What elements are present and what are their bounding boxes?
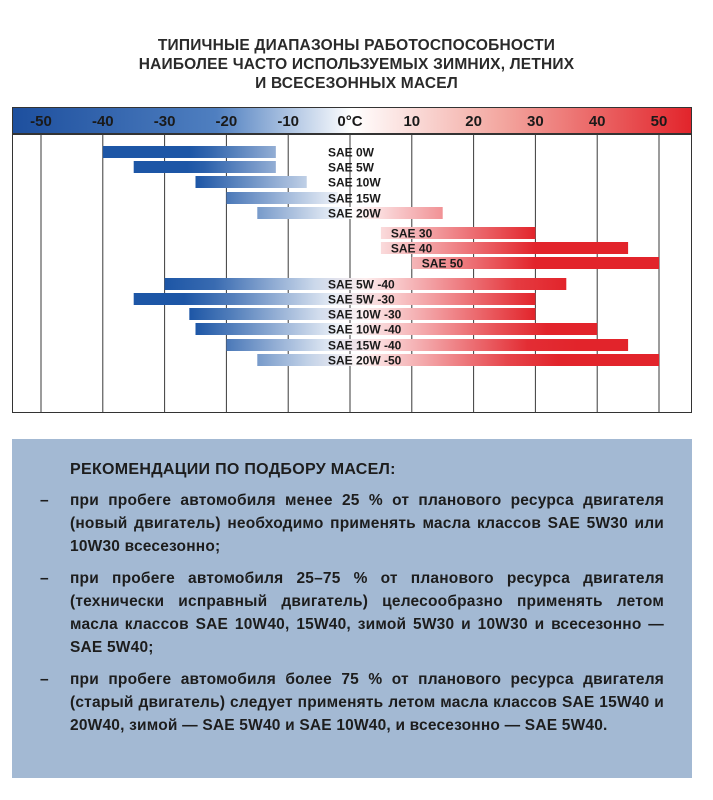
oil-range-label: SAE 40 bbox=[390, 241, 433, 256]
oil-range-bar bbox=[196, 176, 307, 188]
recommendation-item bbox=[40, 567, 664, 659]
recommendations-title: РЕКОМЕНДАЦИИ ПО ПОДБОРУ МАСЕЛ: bbox=[70, 461, 396, 478]
oil-range-bar bbox=[226, 192, 337, 204]
axis-tick-label: 40 bbox=[588, 113, 606, 130]
oil-range-label: SAE 15W -40 bbox=[328, 338, 402, 353]
oil-range-label: SAE 5W -30 bbox=[328, 292, 395, 307]
oil-range-label: SAE 10W -40 bbox=[328, 322, 402, 337]
oil-range-bar bbox=[103, 146, 276, 158]
chart-title-line-1: ТИПИЧНЫЕ ДИАПАЗОНЫ РАБОТОСПОСОБНОСТИ bbox=[157, 37, 556, 54]
axis-tick-label: 10 bbox=[403, 113, 421, 130]
oil-range-label: SAE 20W bbox=[328, 206, 381, 221]
oil-range-label: SAE 20W -50 bbox=[328, 353, 402, 368]
oil-range-label: SAE 5W bbox=[328, 160, 375, 175]
oil-range-bar bbox=[257, 354, 659, 366]
oil-range-label: SAE 15W bbox=[328, 191, 381, 206]
axis-tick-label: 0°C bbox=[337, 113, 363, 130]
list-dash: – bbox=[40, 570, 49, 587]
oil-temperature-chart bbox=[12, 107, 692, 413]
oil-range-bar bbox=[226, 339, 628, 351]
oil-range-bar bbox=[134, 161, 276, 173]
recommendation-item bbox=[40, 668, 664, 737]
axis-tick-label: 20 bbox=[465, 113, 482, 130]
recommendation-text: при пробеге автомобиля менее 25 % от планового ресурса двигателя (новый двигатель) необходимо применять масла классов SAE 5W30 или 10W30 всесезонно; bbox=[70, 492, 664, 555]
recommendations-panel bbox=[12, 439, 692, 778]
chart-title bbox=[0, 36, 713, 93]
chart-title-line-3: И ВСЕСЕЗОННЫХ МАСЕЛ bbox=[255, 75, 458, 92]
recommendations-list bbox=[40, 489, 664, 737]
recommendation-text: при пробеге автомобиля 25–75 % от планового ресурса двигателя (технически исправный двигатель) целесообразно применять летом масла классов SAE 10W40, 15W40, зимой 5W30 и 10W30 и всесезонно — SAE 5W40; bbox=[70, 570, 664, 656]
oil-range-label: SAE 5W -40 bbox=[328, 277, 395, 292]
list-dash: – bbox=[40, 671, 49, 688]
list-dash: – bbox=[40, 492, 49, 509]
chart-title-line-2: НАИБОЛЕЕ ЧАСТО ИСПОЛЬЗУЕМЫХ ЗИМНИХ, ЛЕТНИХ bbox=[138, 56, 575, 73]
axis-tick-label: -30 bbox=[153, 113, 176, 130]
axis-tick-label: -50 bbox=[30, 113, 52, 130]
axis-tick-label: -10 bbox=[277, 113, 300, 130]
oil-range-label: SAE 10W -30 bbox=[328, 307, 402, 322]
axis-tick-label: 30 bbox=[527, 113, 544, 130]
axis-tick-label: -20 bbox=[215, 113, 238, 130]
oil-range-label: SAE 10W bbox=[328, 175, 381, 190]
oil-range-label: SAE 0W bbox=[328, 145, 375, 160]
oil-range-label: SAE 30 bbox=[390, 226, 433, 241]
recommendation-text: при пробеге автомобиля более 75 % от планового ресурса двигателя (старый двигатель) следует применять летом масла классов SAE 15W40 и 20W40, зимой — SAE 5W40 и SAE 10W40, и всесезонно — SAE 5W40. bbox=[70, 671, 664, 734]
axis-tick-label: 50 bbox=[650, 113, 668, 130]
recommendation-item bbox=[40, 489, 664, 558]
oil-range-label: SAE 50 bbox=[421, 256, 464, 271]
axis-tick-label: -40 bbox=[91, 113, 114, 130]
